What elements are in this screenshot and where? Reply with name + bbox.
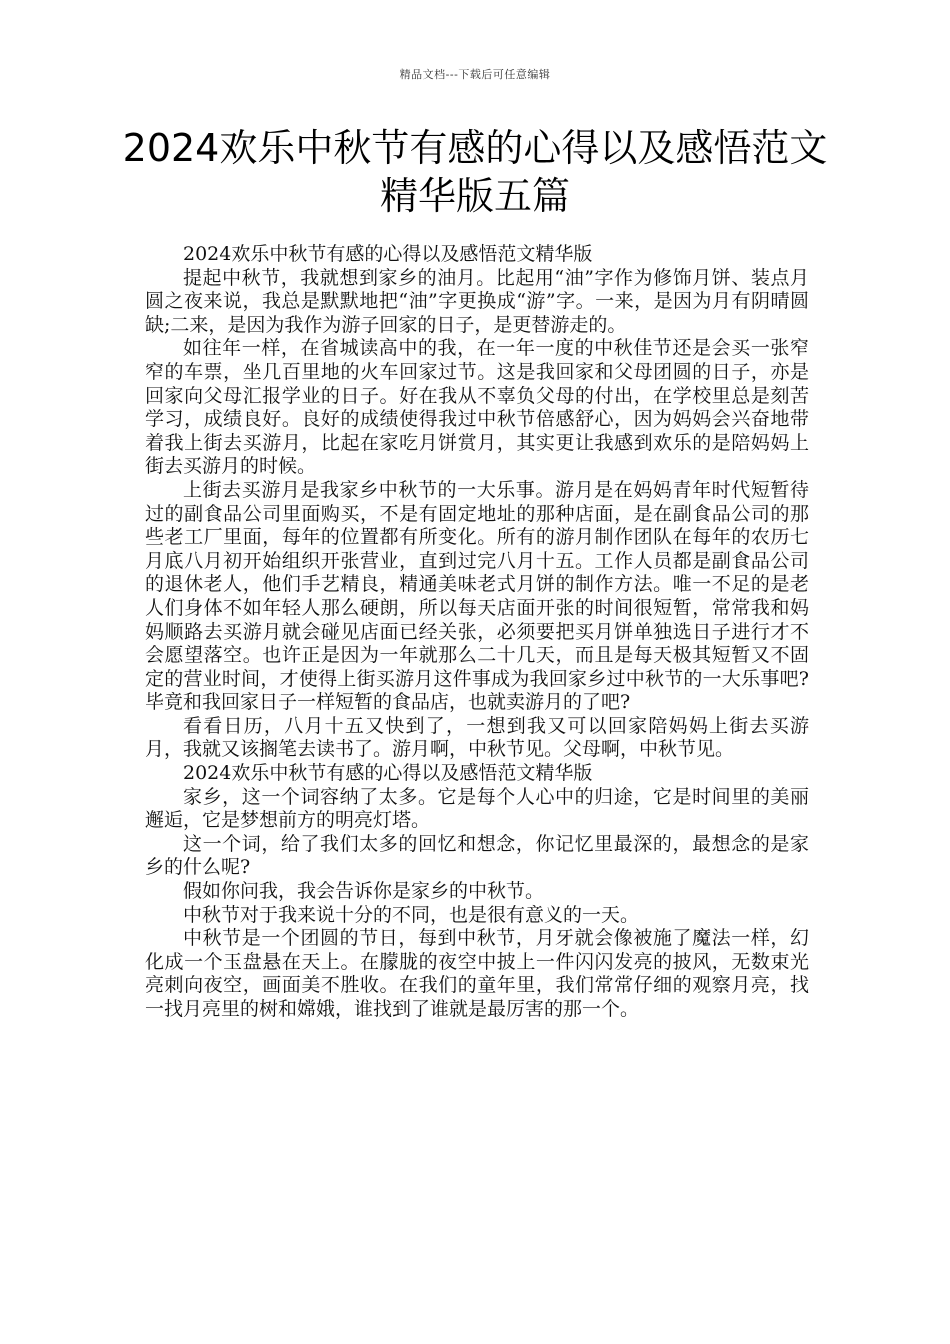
body-paragraph: 中秋节对于我来说十分的不同，也是很有意义的一天。 <box>183 903 640 926</box>
body-paragraph: 中秋节是一个团圆的节日，每到中秋节，月牙就会像被施了魔法一样，幻化成一个玉盘悬在天上。在朦胧的夜空中披上一件闪闪发亮的披风，无数束光亮刺向夜空，画面美不胜收。在我们的童年里，我们常常仔细的观察月亮，找一找月亮里的树和嫦娥，谁找到了谁就是最厉害的那一个。 <box>145 927 809 1020</box>
body-paragraph: 提起中秋节，我就想到家乡的油月。比起用“油”字作为修饰月饼、装点月圆之夜来说，我总是默默地把“油”字更换成“游”字。一来，是因为月有阴晴圆缺;二来，是因为我作为游子回家的日子，是更替游走的。 <box>145 266 809 336</box>
page-header: 精品文档---下载后可任意编辑 <box>399 68 551 81</box>
subtitle-paragraph-1: 2024欢乐中秋节有感的心得以及感悟范文精华版 <box>183 243 593 265</box>
body-paragraph: 家乡，这一个词容纳了太多。它是每个人心中的归途，它是时间里的美丽邂逅，它是梦想前方的明亮灯塔。 <box>145 785 809 832</box>
document-title: 2024欢乐中秋节有感的心得以及感悟范文精华版五篇 <box>122 126 828 218</box>
body-paragraph: 看看日历，八月十五又快到了，一想到我又可以回家陪妈妈上街去买游月，我就又该搁笔去读书了。游月啊，中秋节见。父母啊，中秋节见。 <box>145 714 809 761</box>
subtitle-paragraph-2: 2024欢乐中秋节有感的心得以及感悟范文精华版 <box>183 762 593 785</box>
body-paragraph: 假如你问我，我会告诉你是家乡的中秋节。 <box>183 880 545 903</box>
document-body <box>145 243 809 1022</box>
body-paragraph: 上街去买游月是我家乡中秋节的一大乐事。游月是在妈妈青年时代短暂待过的副食品公司里面购买，不是有固定地址的那种店面，是在副食品公司的那些老工厂里面，每年的位置都有所变化。所有的游月制作团队在每年的农历七月底八月初开始组织开张营业，直到过完八月十五。工作人员都是副食品公司的退休老人，他们手艺精良，精通美味老式月饼的制作方法。唯一不足的是老人们身体不如年轻人那么硬朗，所以每天店面开张的时间很短暂，常常我和妈妈顺路去买游月就会碰见店面已经关张，必须要把买月饼单独选日子进行才不会愿望落空。也许正是因为一年就那么二十几天，而且是每天极其短暂又不固定的营业时间，才使得上街买游月这件事成为我回家乡过中秋节的一大乐事吧?毕竟和我回家日子一样短暂的食品店，也就卖游月的了吧? <box>145 478 809 714</box>
body-paragraph: 如往年一样，在省城读高中的我，在一年一度的中秋佳节还是会买一张窄窄的车票，坐几百里地的火车回家过节。这是我回家和父母团圆的日子，亦是回家向父母汇报学业的日子。好在我从不辜负父母的付出，在学校里总是刻苦学习，成绩良好。良好的成绩使得我过中秋节倍感舒心，因为妈妈会兴奋地带着我上街去买游月，比起在家吃月饼赏月，其实更让我感到欢乐的是陪妈妈上街去买游月的时候。 <box>145 337 809 478</box>
body-paragraph: 这一个词，给了我们太多的回忆和想念，你记忆里最深的，最想念的是家乡的什么呢? <box>145 832 809 879</box>
